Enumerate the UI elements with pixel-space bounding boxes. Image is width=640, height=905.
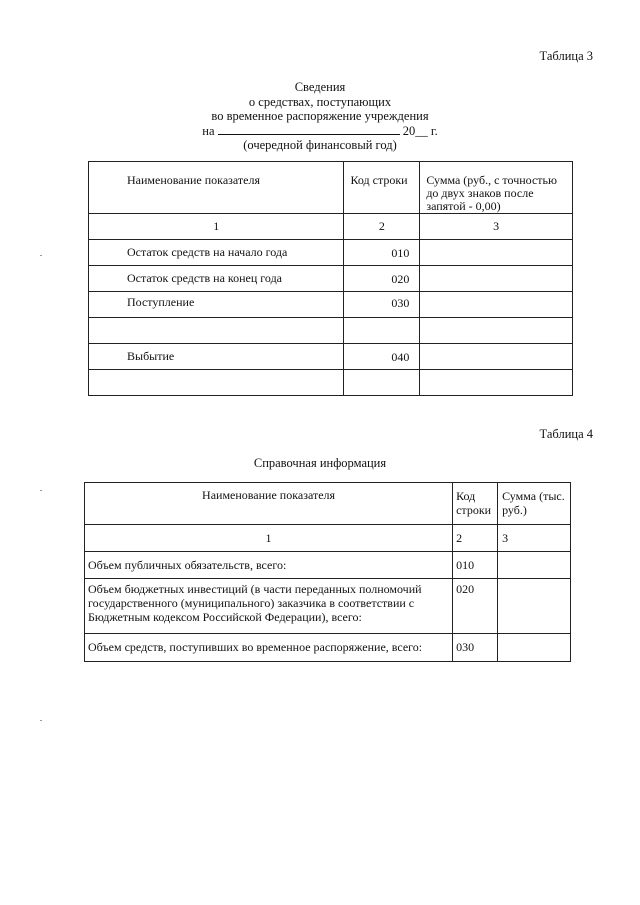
row-name: Остаток средств на конец года bbox=[127, 271, 282, 285]
table-row bbox=[85, 525, 571, 552]
row-code: 020 bbox=[391, 272, 410, 286]
table-row bbox=[89, 266, 573, 292]
row-code: 010 bbox=[391, 246, 410, 260]
table3-caption: Таблица 3 bbox=[539, 49, 593, 63]
year-prefix: на bbox=[202, 123, 215, 138]
row-name: Выбытие bbox=[127, 349, 175, 363]
table3-col-header: Код строки bbox=[344, 162, 420, 214]
row-code: 040 bbox=[391, 350, 410, 364]
table3 bbox=[88, 161, 573, 396]
heading-line: Сведения bbox=[294, 80, 346, 94]
heading-line: о средствах, поступающих bbox=[248, 94, 392, 109]
table4-col-number: 1 bbox=[85, 525, 453, 552]
table-row bbox=[85, 579, 571, 634]
heading-line: во временное распоряжение учреждения bbox=[211, 109, 429, 123]
row-name: Поступление bbox=[127, 295, 195, 309]
table-row bbox=[89, 318, 573, 344]
year-suffix: 20__ г. bbox=[402, 123, 438, 138]
table4 bbox=[84, 482, 571, 662]
row-name: Объем бюджетных инвестиций (в части переданных полномочий государственного (муниципального) заказчика в соответствии с Бюджетным кодексом Российской Федерации), всего: bbox=[88, 582, 422, 624]
table3-col-header: Наименование показателя bbox=[89, 162, 344, 214]
table4-heading: Справочная информация bbox=[253, 456, 387, 470]
row-name: Остаток средств на начало года bbox=[127, 245, 288, 259]
table3-col-number: 3 bbox=[420, 214, 573, 240]
table-row bbox=[89, 214, 573, 240]
table4-col-header: Код строки bbox=[453, 483, 498, 525]
table3-col-number: 1 bbox=[89, 214, 344, 240]
scan-mark bbox=[40, 255, 42, 256]
row-code: 020 bbox=[456, 582, 475, 596]
table4-col-number: 2 bbox=[453, 525, 498, 552]
table3-heading bbox=[0, 80, 640, 153]
table3-col-header: Сумма (руб., с точностью до двух знаков после запятой - 0,00) bbox=[420, 162, 573, 214]
heading-line-year bbox=[0, 124, 640, 139]
year-blank bbox=[218, 124, 400, 135]
row-name: Объем публичных обязательств, всего: bbox=[88, 558, 287, 572]
table4-col-number: 3 bbox=[498, 525, 571, 552]
row-code: 030 bbox=[391, 296, 410, 310]
row-name: Объем средств, поступивших во временное распоряжение, всего: bbox=[88, 640, 423, 654]
table-row bbox=[85, 634, 571, 662]
table-row bbox=[85, 552, 571, 579]
table3-col-number: 2 bbox=[344, 214, 420, 240]
table4-caption: Таблица 4 bbox=[539, 427, 593, 441]
table4-col-header: Наименование показателя bbox=[85, 483, 453, 525]
scan-mark bbox=[40, 490, 42, 491]
heading-line: (очередной финансовый год) bbox=[243, 138, 397, 152]
scan-mark bbox=[40, 720, 42, 721]
row-code: 010 bbox=[456, 558, 475, 572]
table-row bbox=[89, 292, 573, 318]
table-row bbox=[89, 240, 573, 266]
row-code: 030 bbox=[456, 640, 475, 654]
table-row bbox=[89, 344, 573, 370]
table-row bbox=[89, 370, 573, 396]
table4-col-header: Сумма (тыс. руб.) bbox=[498, 483, 571, 525]
